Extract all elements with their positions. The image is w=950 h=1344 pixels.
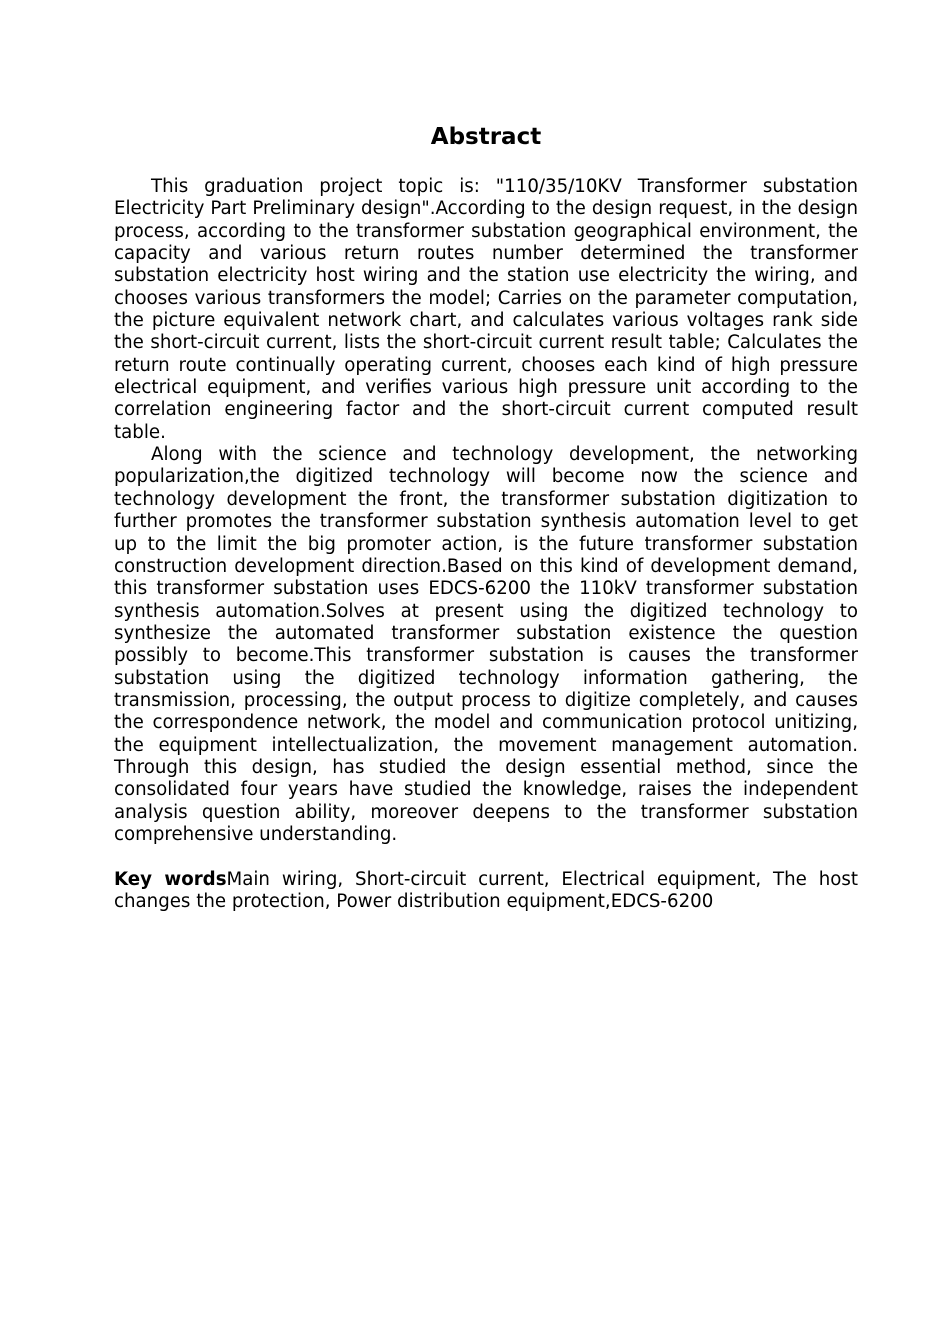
- abstract-title: Abstract: [430, 124, 542, 150]
- keywords-text: Main wiring, Short-circuit current, Electrical equipment, The host changes the protection, Power distribution equipment,EDCS-6200: [114, 868, 858, 912]
- keywords-label: Key words: [114, 868, 227, 890]
- abstract-paragraph-2: Along with the science and technology development, the networking popularization,the digitized technology will become now the science and technology development the front, the transformer substation digitization to further promotes the transformer substation synthesis automation level to get up to the limit the big promoter action, is the future transformer substation construction development direction.Based on this kind of development demand, this transformer substation uses EDCS-6200 the 110kV transformer substation synthesis automation.Solves at present using the digitized technology to synthesize the automated transformer substation existence the question possibly to become.This transformer substation is causes the transformer substation using the digitized technology information gathering, the transmission, processing, the output process to digitize completely, and causes the correspondence network, the model and communication protocol unitizing, the equipment intellectualization, the movement management automation. Through this design, has studied the design essential method, since the consolidated four years have studied the knowledge, raises the independent analysis question ability, moreover deepens to the transformer substation comprehensive understanding.: [114, 444, 858, 845]
- document-page: [114, 120, 858, 913]
- keywords-line: [114, 869, 858, 914]
- abstract-paragraph-1: This graduation project topic is: "110/35/10KV Transformer substation Electricity Part Preliminary design".According to the design request, in the design process, according to the transformer substation geographical environment, the capacity and various return routes number determined the transformer substation electricity host wiring and the station use electricity the wiring, and chooses various transformers the model; Carries on the parameter computation, the picture equivalent network chart, and calculates various voltages rank side the short-circuit current, lists the short-circuit current result table; Calculates the return route continually operating current, chooses each kind of high pressure electrical equipment, and verifies various high pressure unit according to the correlation engineering factor and the short-circuit current computed result table.: [114, 176, 858, 443]
